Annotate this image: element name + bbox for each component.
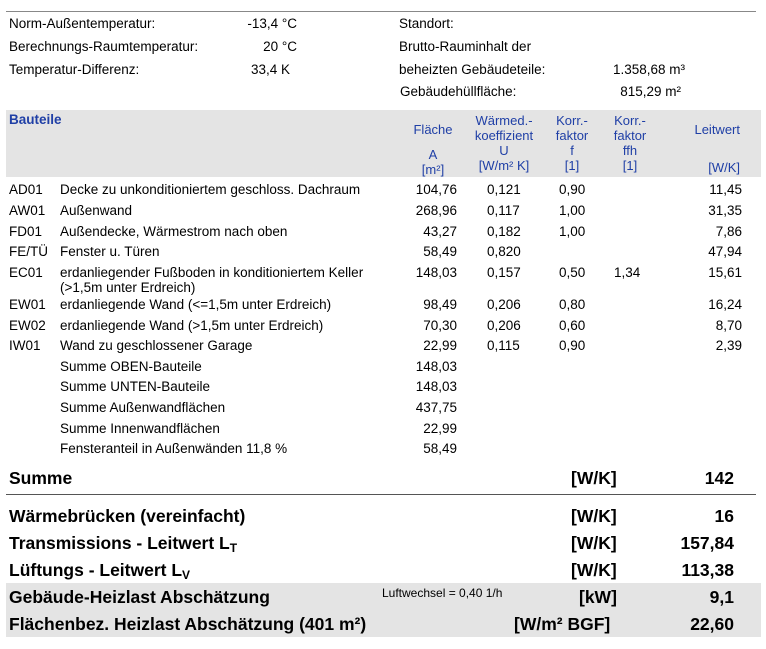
row-name: Außendecke, Wärmestrom nach oben	[60, 224, 288, 239]
row-f: 1,00	[559, 203, 586, 218]
row-area: 104,76	[415, 182, 457, 197]
col-bauteile: Bauteile	[9, 112, 62, 127]
norm-aussentemp-value: -13,4 °C	[247, 16, 297, 31]
row-code: EW02	[9, 318, 46, 333]
summe-label: Summe	[9, 468, 73, 488]
sum-label: Summe Außenwandflächen	[60, 400, 226, 415]
norm-aussentemp-label: Norm-Außentemperatur:	[9, 16, 156, 31]
raumtemp-label: Berechnungs-Raumtemperatur:	[9, 39, 199, 54]
summe-unit: [W/K]	[571, 468, 617, 488]
brutto-label-2: beheizten Gebäudeteile:	[399, 62, 546, 77]
standort-label: Standort:	[399, 16, 454, 31]
row-leitwert: 8,70	[715, 318, 742, 333]
row-f: 0,50	[559, 265, 586, 280]
row-ffh: 1,34	[614, 265, 641, 280]
row-leitwert: 15,61	[708, 265, 742, 280]
waermebruecken-value: 16	[714, 506, 734, 526]
row-name: erdanliegender Fußboden in konditioniertem Keller	[60, 265, 364, 280]
row-leitwert: 31,35	[708, 203, 742, 218]
heizlast-unit: [kW]	[579, 587, 617, 607]
heizlast-value: 9,1	[709, 587, 734, 607]
transmission-label: Transmissions - Leitwert $L_T$	[9, 533, 238, 555]
row-f: 0,90	[559, 182, 586, 197]
row-area: 268,96	[415, 203, 457, 218]
row-leitwert: 16,24	[708, 297, 742, 312]
row-area: 58,49	[423, 244, 457, 259]
row-leitwert: 11,45	[709, 182, 742, 197]
top-divider	[6, 11, 756, 12]
row-name: Wand zu geschlossener Garage	[60, 338, 253, 353]
row-u: 0,206	[487, 297, 521, 312]
row-u: 0,117	[487, 203, 520, 218]
temp-diff-label: Temperatur-Differenz:	[9, 62, 140, 77]
sum-label: Fensteranteil in Außenwänden 11,8 %	[60, 441, 288, 456]
sum-label: Summe Innenwandflächen	[60, 421, 220, 436]
row-code: EW01	[9, 297, 46, 312]
row-f: 1,00	[559, 224, 586, 239]
temp-diff-value: 33,4 K	[250, 62, 290, 77]
brutto-label-1: Brutto-Rauminhalt der	[399, 39, 532, 54]
sum-value: 148,03	[415, 379, 457, 394]
row-name-cont: (>1,5m unter Erdreich)	[60, 280, 196, 295]
row-f: 0,90	[559, 338, 586, 353]
row-code: EC01	[9, 265, 43, 280]
waermebruecken-unit: [W/K]	[571, 506, 617, 526]
sum-value: 58,49	[423, 441, 457, 456]
heizlast-label: Gebäude-Heizlast Abschätzung	[9, 587, 270, 607]
flaechenbez-label: Flächenbez. Heizlast Abschätzung (401 m²)	[9, 614, 367, 634]
row-name: Decke zu unkonditioniertem geschloss. Dachraum	[60, 182, 361, 197]
row-code: FE/TÜ	[9, 244, 48, 259]
row-leitwert: 47,94	[708, 244, 742, 259]
col-flaeche: Fläche A [m²]	[413, 122, 453, 177]
row-leitwert: 7,86	[715, 224, 742, 239]
summe-divider	[6, 494, 756, 495]
col-u: Wärmed.- koeffizient U [W/m² K]	[474, 113, 534, 173]
row-u: 0,115	[487, 338, 520, 353]
row-area: 70,30	[423, 318, 457, 333]
row-leitwert: 2,39	[715, 338, 742, 353]
row-u: 0,820	[487, 244, 521, 259]
col-f: Korr.- faktor f [1]	[555, 113, 589, 173]
row-code: AD01	[9, 182, 43, 197]
sum-label: Summe OBEN-Bauteile	[60, 359, 202, 374]
transmission-unit: [W/K]	[571, 533, 617, 553]
raumtemp-value: 20 °C	[263, 39, 297, 54]
row-name: Außenwand	[60, 203, 133, 218]
row-u: 0,206	[487, 318, 521, 333]
row-area: 22,99	[423, 338, 457, 353]
row-u: 0,157	[487, 265, 521, 280]
huelle-value: 815,29 m²	[620, 84, 681, 99]
col-ffh: Korr.- faktor ffh [1]	[613, 113, 647, 173]
row-code: AW01	[9, 203, 46, 218]
row-code: FD01	[9, 224, 43, 239]
summe-value: 142	[704, 468, 734, 488]
row-f: 0,80	[559, 297, 586, 312]
waermebruecken-label: Wärmebrücken (vereinfacht)	[9, 506, 246, 526]
row-area: 148,03	[415, 265, 457, 280]
sum-value: 22,99	[423, 421, 457, 436]
row-f: 0,60	[559, 318, 586, 333]
brutto-value: 1.358,68 m³	[612, 62, 685, 77]
row-name: erdanliegende Wand (>1,5m unter Erdreich)	[60, 318, 324, 333]
sum-label: Summe UNTEN-Bauteile	[60, 379, 211, 394]
row-u: 0,121	[487, 182, 521, 197]
lueftung-label: Lüftungs - Leitwert $L_V$	[9, 560, 191, 582]
row-area: 98,49	[423, 297, 457, 312]
flaechenbez-value: 22,60	[690, 614, 734, 634]
luftwechsel-note: Luftwechsel = 0,40 1/h	[382, 586, 503, 600]
lueftung-value: 113,38	[681, 560, 734, 580]
row-code: IW01	[9, 338, 41, 353]
transmission-value: 157,84	[680, 533, 734, 553]
row-name: erdanliegende Wand (<=1,5m unter Erdreich)	[60, 297, 332, 312]
sum-value: 148,03	[415, 359, 457, 374]
lueftung-unit: [W/K]	[571, 560, 617, 580]
row-name: Fenster u. Türen	[60, 244, 160, 259]
col-leitwert: Leitwert [W/K]	[694, 122, 740, 175]
row-area: 43,27	[423, 224, 457, 239]
sum-value: 437,75	[415, 400, 457, 415]
huelle-label: Gebäudehüllfläche:	[400, 84, 517, 99]
row-u: 0,182	[487, 224, 521, 239]
flaechenbez-unit: [W/m² BGF]	[514, 614, 611, 634]
